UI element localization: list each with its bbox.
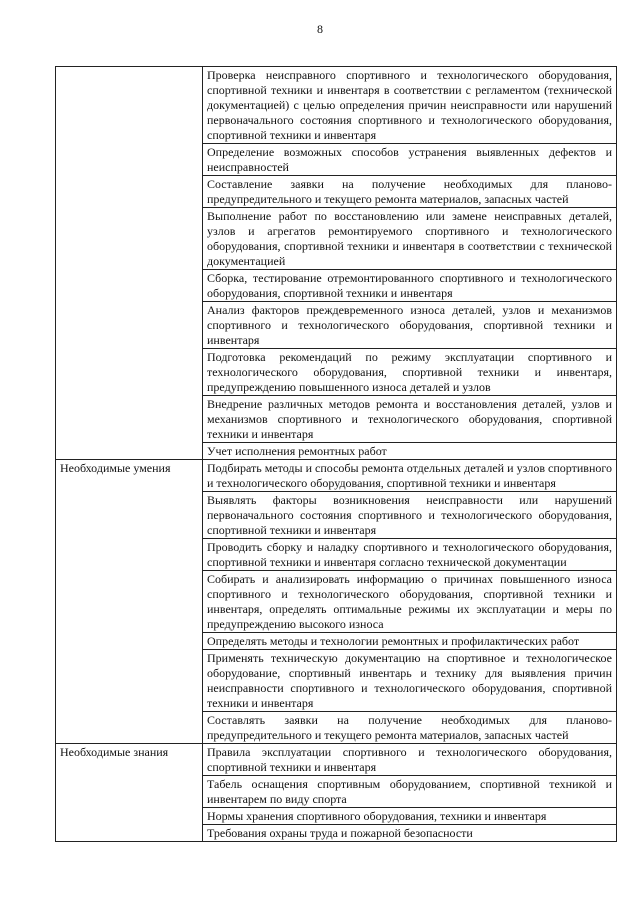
requirement-item: Внедрение различных методов ремонта и восстановления деталей, узлов и механизмов спортивного и технологического оборудования, спортивной техники и инвентаря bbox=[203, 396, 617, 443]
table-body bbox=[56, 67, 617, 842]
table-row bbox=[56, 460, 617, 492]
table-row bbox=[56, 67, 617, 144]
requirement-item: Подбирать методы и способы ремонта отдельных деталей и узлов спортивного и технологического оборудования, спортивной техники и инвентаря bbox=[203, 460, 617, 492]
requirement-item: Сборка, тестирование отремонтированного спортивного и технологического оборудования, спортивной техники и инвентаря bbox=[203, 270, 617, 302]
labor-functions-table bbox=[55, 66, 617, 842]
requirement-item: Собирать и анализировать информацию о причинах повышенного износа спортивного и технологического оборудования, спортивной техники и инвентаря, определять оптимальные режимы их эксплуатации и меры по предупреждению высокого износа bbox=[203, 571, 617, 633]
requirement-item: Анализ факторов преждевременного износа деталей, узлов и механизмов спортивного и технологического оборудования, спортивной техники и инвентаря bbox=[203, 302, 617, 349]
requirement-item: Выявлять факторы возникновения неисправности или нарушений первоначального состояния спортивного и технологического оборудования, спортивной техники и инвентаря bbox=[203, 492, 617, 539]
requirement-item: Применять техническую документацию на спортивное и технологическое оборудование, спортивный инвентарь и технику для выявления причин неисправности спортивного и технологического оборудования, спортивной техники и инвентаря bbox=[203, 650, 617, 712]
section-label: Необходимые умения bbox=[56, 460, 203, 744]
requirement-item: Проверка неисправного спортивного и технологического оборудования, спортивной техники и инвентаря в соответствии с регламентом (технической документацией) с целью определения причин неисправности или нарушений первоначального состояния спортивного и технологического оборудования, спортивной техники и инвентаря bbox=[203, 67, 617, 144]
requirement-item: Учет исполнения ремонтных работ bbox=[203, 443, 617, 460]
requirement-item: Выполнение работ по восстановлению или замене неисправных деталей, узлов и агрегатов ремонтируемого спортивного и технологического оборудования, спортивной техники и инвентаря в соответствии с технической документацией bbox=[203, 208, 617, 270]
requirement-item: Правила эксплуатации спортивного и технологического оборудования, спортивной техники и инвентаря bbox=[203, 744, 617, 776]
requirement-item: Определять методы и технологии ремонтных и профилактических работ bbox=[203, 633, 617, 650]
requirement-item: Определение возможных способов устранения выявленных дефектов и неисправностей bbox=[203, 144, 617, 176]
section-label bbox=[56, 67, 203, 460]
requirement-item: Нормы хранения спортивного оборудования, техники и инвентаря bbox=[203, 808, 617, 825]
requirement-item: Подготовка рекомендаций по режиму эксплуатации спортивного и технологического оборудования, спортивной техники и инвентаря, предупреждению повышенного износа деталей и узлов bbox=[203, 349, 617, 396]
requirement-item: Табель оснащения спортивным оборудованием, спортивной техникой и инвентарем по виду спорта bbox=[203, 776, 617, 808]
requirement-item: Составление заявки на получение необходимых для планово-предупредительного и текущего ремонта материалов, запасных частей bbox=[203, 176, 617, 208]
table-row bbox=[56, 744, 617, 776]
requirement-item: Проводить сборку и наладку спортивного и технологического оборудования, спортивной техники и инвентаря согласно технической документации bbox=[203, 539, 617, 571]
page-number: 8 bbox=[317, 22, 323, 36]
requirement-item: Составлять заявки на получение необходимых для планово-предупредительного и текущего ремонта материалов, запасных частей bbox=[203, 712, 617, 744]
requirement-item: Требования охраны труда и пожарной безопасности bbox=[203, 825, 617, 842]
section-label: Необходимые знания bbox=[56, 744, 203, 842]
